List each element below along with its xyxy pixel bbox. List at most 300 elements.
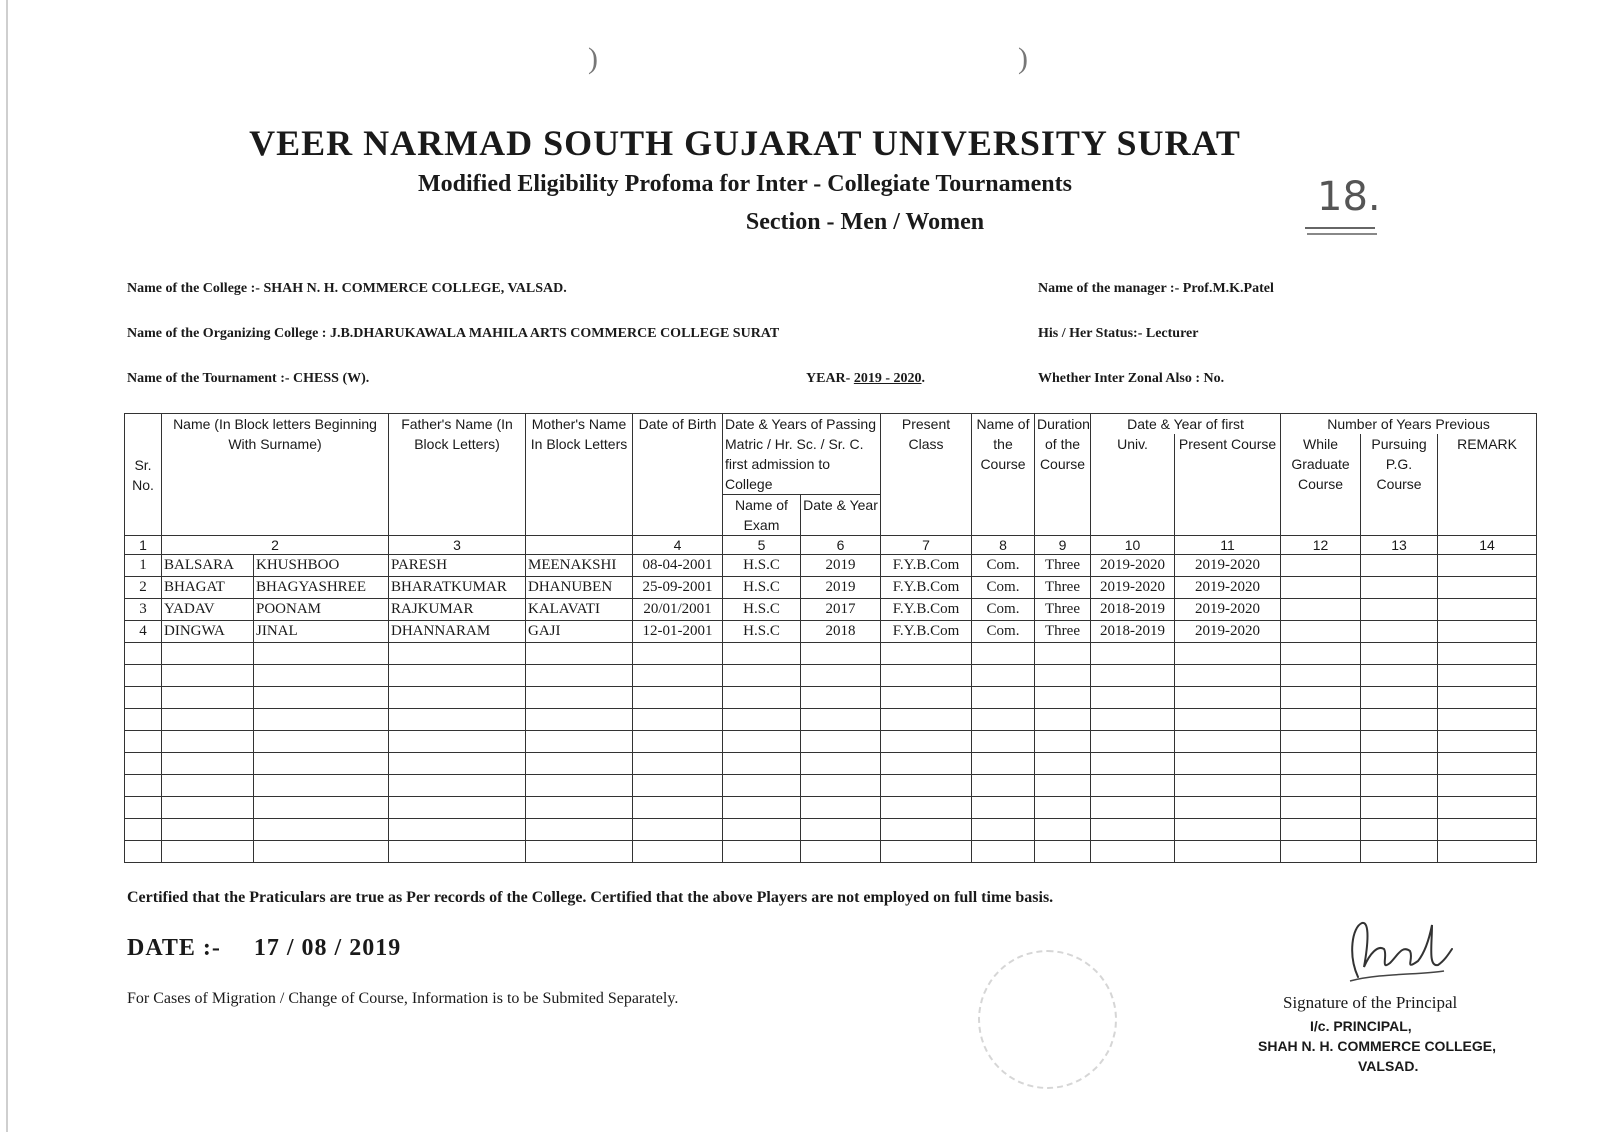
empty-cell	[389, 819, 526, 841]
table-cell: DHANUBEN	[526, 577, 633, 599]
empty-cell	[1281, 665, 1361, 687]
table-cell	[1361, 599, 1438, 621]
empty-cell	[254, 665, 389, 687]
empty-row	[125, 665, 1537, 687]
table-cell	[1361, 577, 1438, 599]
empty-cell	[1361, 841, 1438, 863]
empty-cell	[1438, 709, 1537, 731]
empty-cell	[162, 753, 254, 775]
empty-cell	[162, 819, 254, 841]
table-cell: Three	[1035, 555, 1091, 577]
table-cell: YADAV	[162, 599, 254, 621]
empty-cell	[254, 819, 389, 841]
empty-cell	[1091, 731, 1175, 753]
empty-cell	[881, 753, 972, 775]
tournament-name: CHESS (W).	[293, 371, 370, 386]
table-cell: Three	[1035, 577, 1091, 599]
table-cell: H.S.C	[723, 599, 801, 621]
certification-text: Certified that the Praticulars are true as Per records of the College. Certified that the above Players are not employed on full time basis.	[127, 889, 1054, 906]
empty-cell	[633, 665, 723, 687]
empty-cell	[881, 687, 972, 709]
empty-cell	[389, 665, 526, 687]
organizing-info	[127, 326, 779, 342]
empty-cell	[801, 687, 881, 709]
empty-cell	[1361, 775, 1438, 797]
empty-cell	[972, 841, 1035, 863]
stamp-line-3: VALSAD.	[1358, 1058, 1419, 1074]
empty-cell	[633, 819, 723, 841]
page-number-handwritten	[1305, 172, 1380, 242]
organizing-label: Name of the Organizing College :	[127, 326, 327, 341]
empty-cell	[1438, 819, 1537, 841]
organizing-college: J.B.DHARUKAWALA MAHILA ARTS COMMERCE COLLEGE SURAT	[329, 326, 780, 341]
empty-cell	[723, 841, 801, 863]
col-num-11: 11	[1175, 536, 1281, 555]
section-title: Section - Men / Women	[745, 209, 985, 235]
empty-cell	[881, 775, 972, 797]
empty-cell	[389, 709, 526, 731]
interzonal-info	[1038, 371, 1224, 387]
year-suffix: .	[921, 371, 926, 386]
empty-cell	[1091, 687, 1175, 709]
empty-cell	[1091, 775, 1175, 797]
empty-cell	[162, 643, 254, 665]
empty-cell	[125, 731, 162, 753]
empty-cell	[162, 665, 254, 687]
empty-cell	[125, 753, 162, 775]
empty-cell	[526, 731, 633, 753]
col-num-10: 10	[1091, 536, 1175, 555]
table-cell: 4	[125, 621, 162, 643]
empty-cell	[389, 731, 526, 753]
th-exam: Name of Exam	[723, 495, 801, 536]
table-cell: 2019	[801, 577, 881, 599]
date-line	[127, 935, 401, 962]
empty-cell	[1035, 819, 1091, 841]
col-num-5: 5	[723, 536, 801, 555]
empty-cell	[526, 775, 633, 797]
empty-cell	[801, 643, 881, 665]
stamp-line-1: I/c. PRINCIPAL,	[1310, 1018, 1412, 1034]
empty-cell	[1175, 687, 1281, 709]
table-cell: JINAL	[254, 621, 389, 643]
empty-cell	[1281, 775, 1361, 797]
table-cell: 12-01-2001	[633, 621, 723, 643]
empty-cell	[633, 753, 723, 775]
empty-cell	[881, 665, 972, 687]
empty-cell	[1361, 753, 1438, 775]
table-cell: 1	[125, 555, 162, 577]
empty-cell	[526, 797, 633, 819]
table-cell: 2018-2019	[1091, 621, 1175, 643]
th-mother: Mother's Name In Block Letters	[526, 414, 633, 536]
year-info	[806, 371, 925, 387]
empty-cell	[801, 775, 881, 797]
empty-cell	[389, 687, 526, 709]
table-cell: F.Y.B.Com	[881, 621, 972, 643]
col-num-4: 4	[633, 536, 723, 555]
col-num-blank	[526, 536, 633, 555]
table-cell: POONAM	[254, 599, 389, 621]
empty-cell	[972, 665, 1035, 687]
empty-cell	[1438, 753, 1537, 775]
empty-cell	[1091, 841, 1175, 863]
col-num-13: 13	[1361, 536, 1438, 555]
empty-cell	[1361, 797, 1438, 819]
table-cell: 2019-2020	[1175, 555, 1281, 577]
empty-cell	[972, 819, 1035, 841]
empty-cell	[1035, 709, 1091, 731]
table-cell: DINGWA	[162, 621, 254, 643]
empty-cell	[1175, 841, 1281, 863]
empty-cell	[1035, 841, 1091, 863]
empty-cell	[972, 731, 1035, 753]
empty-cell	[1438, 841, 1537, 863]
empty-cell	[1035, 687, 1091, 709]
empty-cell	[1175, 775, 1281, 797]
empty-cell	[389, 753, 526, 775]
empty-cell	[1281, 687, 1361, 709]
table-cell: 2018-2019	[1091, 599, 1175, 621]
empty-cell	[881, 819, 972, 841]
table-row	[125, 555, 1537, 577]
empty-cell	[972, 643, 1035, 665]
th-sr: Sr. No.	[125, 414, 162, 536]
th-course-name: Name of the Course	[972, 414, 1035, 536]
th-graduate: While Graduate Course	[1281, 434, 1361, 536]
table-cell	[1438, 577, 1537, 599]
col-num-3: 3	[389, 536, 526, 555]
table-cell: 2019-2020	[1175, 599, 1281, 621]
empty-cell	[801, 731, 881, 753]
empty-cell	[723, 819, 801, 841]
th-passing: Date & Years of Passing Matric / Hr. Sc. / Sr. C. first admission to College	[723, 414, 881, 495]
status-label: His / Her Status:-	[1038, 326, 1143, 341]
university-title: VEER NARMAD SOUTH GUJARAT UNIVERSITY SURAT	[249, 123, 1241, 163]
table-cell: Three	[1035, 621, 1091, 643]
empty-cell	[1438, 687, 1537, 709]
table-cell: Com.	[972, 599, 1035, 621]
empty-cell	[1281, 643, 1361, 665]
empty-cell	[1175, 709, 1281, 731]
empty-cell	[723, 797, 801, 819]
table-row	[125, 577, 1537, 599]
table-cell: F.Y.B.Com	[881, 599, 972, 621]
table-cell: RAJKUMAR	[389, 599, 526, 621]
empty-cell	[881, 643, 972, 665]
empty-cell	[1438, 665, 1537, 687]
college-info	[127, 281, 567, 297]
page-edge	[6, 0, 8, 1132]
empty-cell	[1281, 819, 1361, 841]
empty-row	[125, 753, 1537, 775]
empty-cell	[972, 753, 1035, 775]
empty-cell	[389, 643, 526, 665]
empty-row	[125, 819, 1537, 841]
empty-cell	[162, 687, 254, 709]
empty-cell	[125, 819, 162, 841]
date-value: 17 / 08 / 2019	[253, 935, 402, 961]
empty-cell	[1035, 775, 1091, 797]
th-pg: Pursuing P.G. Course	[1361, 434, 1438, 536]
table-cell: H.S.C	[723, 577, 801, 599]
year-value: 2019 - 2020	[853, 371, 922, 386]
empty-cell	[1281, 753, 1361, 775]
table-cell: 08-04-2001	[633, 555, 723, 577]
empty-cell	[1175, 643, 1281, 665]
empty-cell	[633, 687, 723, 709]
empty-cell	[1091, 643, 1175, 665]
tournament-label: Name of the Tournament :-	[127, 371, 290, 386]
th-present-class: Present Class	[881, 414, 972, 536]
th-name: Name (In Block letters Beginning With Surname)	[162, 414, 389, 536]
empty-cell	[1438, 797, 1537, 819]
stamp-line-2: SHAH N. H. COMMERCE COLLEGE,	[1258, 1038, 1497, 1054]
empty-cell	[1091, 709, 1175, 731]
table-cell: BALSARA	[162, 555, 254, 577]
empty-cell	[254, 775, 389, 797]
table-cell	[1361, 621, 1438, 643]
signature-label: Signature of the Principal	[1283, 993, 1458, 1012]
table-cell	[1281, 599, 1361, 621]
empty-row	[125, 797, 1537, 819]
empty-cell	[254, 687, 389, 709]
empty-cell	[1035, 753, 1091, 775]
col-num-8: 8	[972, 536, 1035, 555]
empty-cell	[254, 797, 389, 819]
empty-cell	[526, 753, 633, 775]
table-cell: DHANNARAM	[389, 621, 526, 643]
table-cell: Com.	[972, 577, 1035, 599]
college-name: SHAH N. H. COMMERCE COLLEGE, VALSAD.	[263, 281, 567, 296]
page-number: 18.	[1317, 174, 1381, 220]
table-cell: 2018	[801, 621, 881, 643]
empty-cell	[1035, 797, 1091, 819]
empty-cell	[125, 841, 162, 863]
empty-cell	[254, 643, 389, 665]
empty-cell	[389, 797, 526, 819]
table-cell	[1361, 555, 1438, 577]
empty-cell	[1438, 775, 1537, 797]
empty-cell	[1091, 753, 1175, 775]
empty-cell	[1281, 709, 1361, 731]
empty-cell	[723, 687, 801, 709]
empty-cell	[1361, 731, 1438, 753]
th-duration: Duration of the Course	[1035, 414, 1091, 536]
status-value: Lecturer	[1145, 326, 1199, 341]
empty-cell	[125, 687, 162, 709]
col-num-12: 12	[1281, 536, 1361, 555]
th-years-group: Number of Years Previous	[1281, 414, 1537, 435]
table-cell: Com.	[972, 621, 1035, 643]
empty-cell	[723, 709, 801, 731]
empty-cell	[972, 687, 1035, 709]
empty-cell	[1175, 665, 1281, 687]
empty-cell	[125, 643, 162, 665]
empty-cell	[254, 753, 389, 775]
empty-cell	[723, 665, 801, 687]
empty-cell	[1361, 687, 1438, 709]
empty-cell	[1175, 731, 1281, 753]
empty-row	[125, 709, 1537, 731]
tournament-info	[127, 371, 369, 387]
th-dob: Date of Birth	[633, 414, 723, 536]
interzonal-label: Whether Inter Zonal Also :	[1038, 371, 1201, 386]
empty-cell	[723, 753, 801, 775]
table-cell	[1438, 599, 1537, 621]
principal-signature	[1340, 915, 1460, 990]
empty-cell	[633, 643, 723, 665]
manager-label: Name of the manager :-	[1038, 281, 1180, 296]
empty-cell	[633, 775, 723, 797]
empty-cell	[125, 797, 162, 819]
status-info	[1038, 326, 1198, 342]
empty-cell	[801, 665, 881, 687]
th-date-year: Date & Year	[801, 495, 881, 536]
col-num-7: 7	[881, 536, 972, 555]
empty-cell	[801, 841, 881, 863]
empty-cell	[1175, 753, 1281, 775]
empty-cell	[125, 775, 162, 797]
college-label: Name of the College :-	[127, 281, 260, 296]
eligibility-table	[124, 413, 1537, 863]
col-num-14: 14	[1438, 536, 1537, 555]
table-cell	[1438, 555, 1537, 577]
empty-cell	[881, 841, 972, 863]
empty-cell	[526, 665, 633, 687]
empty-cell	[801, 709, 881, 731]
empty-cell	[1175, 819, 1281, 841]
empty-cell	[125, 709, 162, 731]
faint-college-seal	[978, 950, 1117, 1089]
empty-cell	[633, 797, 723, 819]
empty-cell	[389, 775, 526, 797]
punch-mark-left: )	[588, 42, 598, 75]
table-cell: BHAGYASHREE	[254, 577, 389, 599]
empty-cell	[972, 709, 1035, 731]
table-cell: F.Y.B.Com	[881, 555, 972, 577]
punch-mark-right: )	[1018, 42, 1028, 75]
table-cell: 2019-2020	[1091, 577, 1175, 599]
empty-cell	[526, 687, 633, 709]
col-num-9: 9	[1035, 536, 1091, 555]
th-first-group: Date & Year of first	[1091, 414, 1281, 435]
col-num-2: 2	[162, 536, 389, 555]
empty-cell	[881, 709, 972, 731]
empty-cell	[1281, 797, 1361, 819]
empty-cell	[881, 797, 972, 819]
table-cell: F.Y.B.Com	[881, 577, 972, 599]
table-cell	[1281, 577, 1361, 599]
empty-cell	[1175, 797, 1281, 819]
empty-cell	[801, 819, 881, 841]
empty-cell	[723, 775, 801, 797]
empty-cell	[723, 643, 801, 665]
year-label: YEAR-	[806, 371, 851, 386]
empty-cell	[723, 731, 801, 753]
empty-cell	[1281, 731, 1361, 753]
empty-cell	[633, 709, 723, 731]
empty-cell	[162, 797, 254, 819]
empty-row	[125, 841, 1537, 863]
empty-cell	[1091, 797, 1175, 819]
table-cell	[1438, 621, 1537, 643]
form-subtitle: Modified Eligibility Profoma for Inter - Collegiate Tournaments	[418, 171, 1072, 197]
migration-note: For Cases of Migration / Change of Course, Information is to be Submited Separately.	[127, 990, 679, 1007]
empty-cell	[881, 731, 972, 753]
empty-cell	[1438, 731, 1537, 753]
table-cell: Three	[1035, 599, 1091, 621]
table-cell: GAJI	[526, 621, 633, 643]
table-cell: 2019-2020	[1175, 621, 1281, 643]
table-cell: 3	[125, 599, 162, 621]
manager-info	[1038, 281, 1274, 297]
th-present-course: Present Course	[1175, 434, 1281, 536]
table-cell: PARESH	[389, 555, 526, 577]
empty-cell	[801, 753, 881, 775]
table-cell: Com.	[972, 555, 1035, 577]
empty-row	[125, 775, 1537, 797]
date-label: DATE :-	[127, 935, 221, 961]
empty-row	[125, 643, 1537, 665]
empty-cell	[1361, 665, 1438, 687]
table-cell: MEENAKSHI	[526, 555, 633, 577]
interzonal-value: No.	[1203, 371, 1225, 386]
empty-cell	[1035, 731, 1091, 753]
empty-cell	[1361, 819, 1438, 841]
table-cell: 2017	[801, 599, 881, 621]
table-cell: BHARATKUMAR	[389, 577, 526, 599]
table-row	[125, 599, 1537, 621]
empty-cell	[254, 709, 389, 731]
empty-cell	[162, 841, 254, 863]
col-num-6: 6	[801, 536, 881, 555]
empty-cell	[1438, 643, 1537, 665]
empty-cell	[526, 709, 633, 731]
table-cell	[1281, 555, 1361, 577]
table-cell: 20/01/2001	[633, 599, 723, 621]
th-father: Father's Name (In Block Letters)	[389, 414, 526, 536]
empty-row	[125, 687, 1537, 709]
table-cell: 2019-2020	[1175, 577, 1281, 599]
empty-cell	[1361, 643, 1438, 665]
empty-cell	[1091, 665, 1175, 687]
empty-cell	[162, 709, 254, 731]
table-cell: H.S.C	[723, 621, 801, 643]
table-cell: 2	[125, 577, 162, 599]
empty-cell	[1281, 841, 1361, 863]
th-remark: REMARK	[1438, 434, 1537, 536]
empty-row	[125, 731, 1537, 753]
manager-name: Prof.M.K.Patel	[1182, 281, 1274, 296]
empty-cell	[125, 665, 162, 687]
th-univ: Univ.	[1091, 434, 1175, 536]
empty-cell	[972, 775, 1035, 797]
table-cell: 25-09-2001	[633, 577, 723, 599]
table-cell: 2019-2020	[1091, 555, 1175, 577]
empty-cell	[162, 731, 254, 753]
empty-cell	[526, 841, 633, 863]
table-cell: KALAVATI	[526, 599, 633, 621]
empty-cell	[1035, 643, 1091, 665]
empty-cell	[526, 819, 633, 841]
empty-cell	[1091, 819, 1175, 841]
empty-cell	[633, 841, 723, 863]
table-cell	[1281, 621, 1361, 643]
table-row	[125, 621, 1537, 643]
empty-cell	[389, 841, 526, 863]
empty-cell	[254, 841, 389, 863]
